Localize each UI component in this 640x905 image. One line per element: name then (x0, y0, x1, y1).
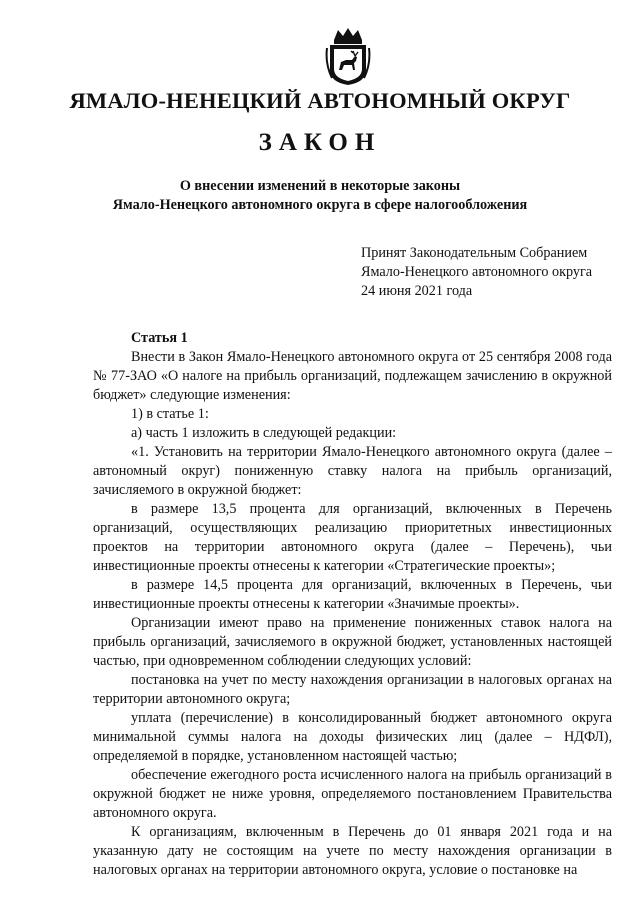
law-subject (0, 177, 640, 215)
adoption-line: Принят Законодательным Собранием (361, 245, 588, 261)
body-paragraph: в размере 14,5 процента для организаций, включенных в Перечень, чьи инвестиционные проекты отнесены к категории «Значимые проекты». (93, 577, 612, 612)
adoption-block (361, 244, 592, 301)
body-paragraph: уплата (перечисление) в консолидированный бюджет автономного округа минимальной суммы налога на доходы физических лиц (далее – НДФЛ), определяемой в порядке, установленном настоящей частью; (93, 710, 612, 764)
article-heading: Статья 1 (131, 330, 188, 346)
adoption-line: Ямало-Ненецкого автономного округа (361, 264, 593, 280)
body-paragraph: К организациям, включенным в Перечень до 01 января 2021 года и на указанную дату не состоящим на учете по месту нахождения организации в налоговых органах на территории автономного округа, условие о постановке на (93, 824, 612, 878)
document-type-title: ЗАКОН (258, 129, 382, 156)
adoption-date: 24 июня 2021 года (361, 283, 473, 299)
body-paragraph: постановка на учет по месту нахождения организации в налоговых органах на территории автономного округа; (93, 672, 612, 707)
body-paragraph: в размере 13,5 процента для организаций, включенных в Перечень организаций, осуществляющих реализацию приоритетных инвестиционных проектов на территории автономного округа (далее – Перечень), чьи инвестиционные проекты отнесены к категории «Стратегические проекты»; (93, 501, 612, 574)
region-title: ЯМАЛО-НЕНЕЦКИЙ АВТОНОМНЫЙ ОКРУГ (69, 88, 571, 113)
law-subject-line: О внесении изменений в некоторые законы (179, 178, 461, 194)
body-paragraph: а) часть 1 изложить в следующей редакции: (131, 425, 397, 441)
body-paragraph: «1. Установить на территории Ямало-Ненецкого автономного округа (далее – автономный округ) пониженную ставку налога на прибыль организаций, зачисляемого в окружной бюджет: (93, 444, 612, 498)
body-paragraph: 1) в статье 1: (131, 406, 209, 422)
coat-of-arms-icon (324, 26, 372, 86)
law-subject-line: Ямало-Ненецкого автономного округа в сфере налогообложения (112, 197, 528, 213)
law-body (93, 329, 612, 880)
body-paragraph: Организации имеют право на применение пониженных ставок налога на прибыль организаций, зачисляемого в окружной бюджет, установленных настоящей частью, при одновременном соблюдении следующих условий: (93, 615, 612, 669)
body-paragraph: Внести в Закон Ямало-Ненецкого автономного округа от 25 сентября 2008 года № 77-ЗАО «О налоге на прибыль организаций, подлежащем зачислению в окружной бюджет» следующие изменения: (93, 349, 612, 403)
body-paragraph: обеспечение ежегодного роста исчисленного налога на прибыль организаций в окружной бюджет не ниже уровня, определяемого постановлением Правительства автономного округа. (93, 767, 612, 821)
